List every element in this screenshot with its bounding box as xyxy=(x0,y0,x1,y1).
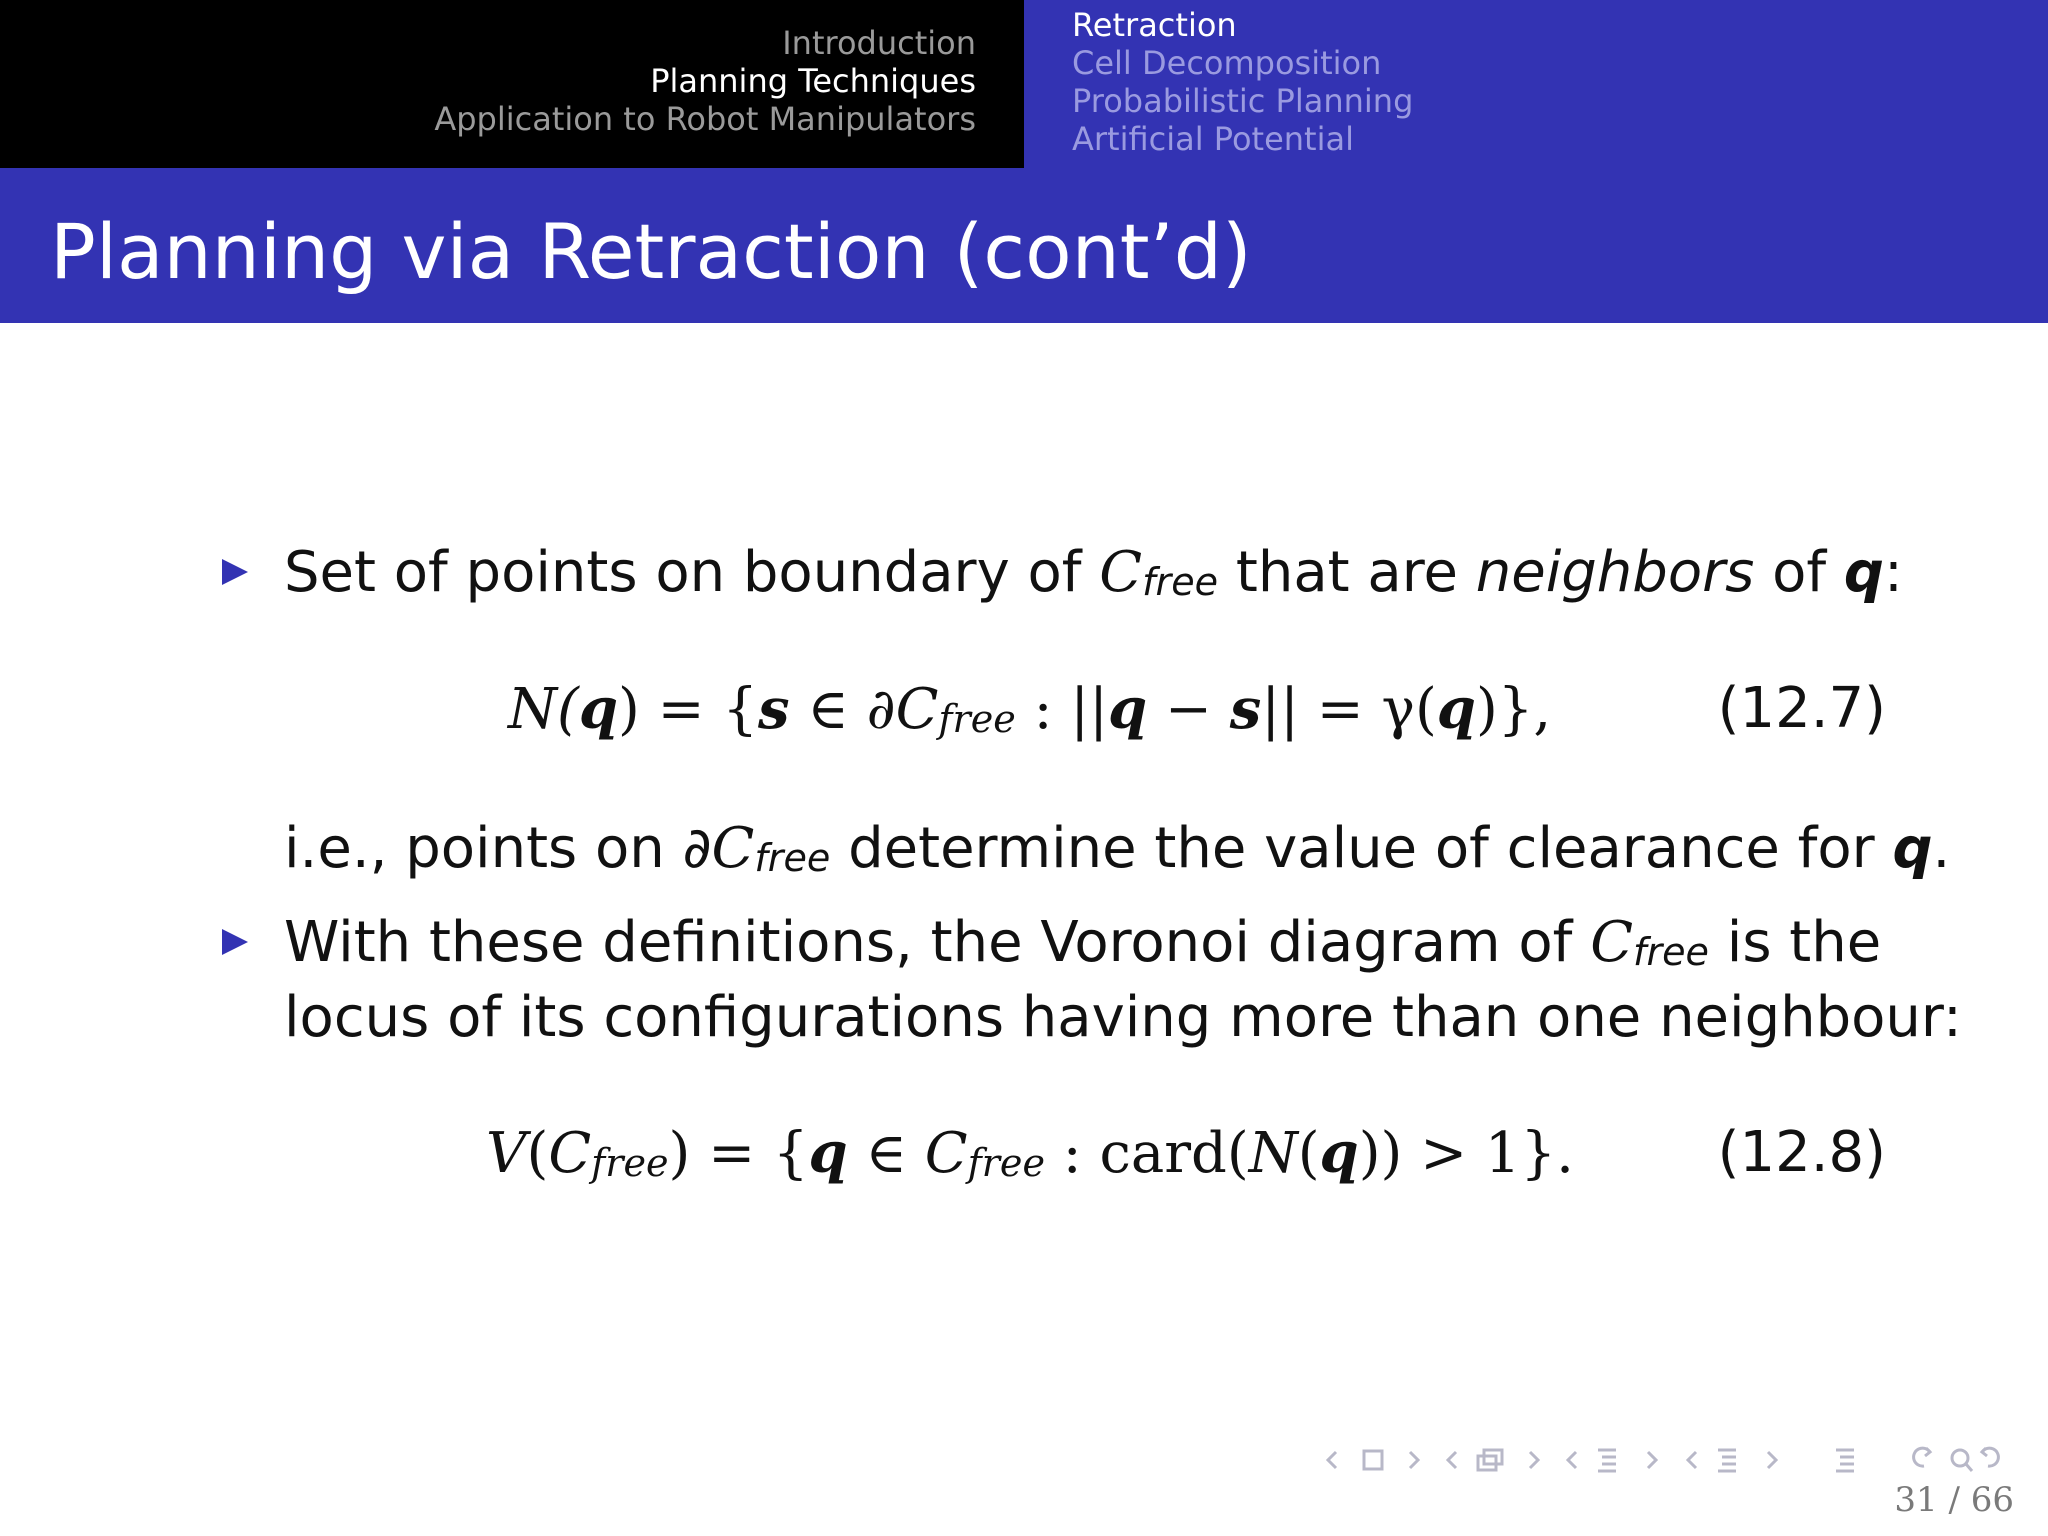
bullet-2-line-2: locus of its configurations having more than one neighbour: xyxy=(284,985,1962,1050)
math-symbol: C xyxy=(1099,540,1143,605)
math-run: )}, xyxy=(1475,677,1552,742)
text-run: determine the value of clearance for xyxy=(830,816,1893,881)
equation-number-12-7: (12.7) xyxy=(1717,676,1886,741)
math-vector: q xyxy=(808,1120,848,1186)
math-symbol: V xyxy=(486,1121,527,1186)
subsection-navigation-icon[interactable] xyxy=(1448,1450,1538,1470)
math-run: || = γ( xyxy=(1261,677,1437,742)
bullet-triangle-icon xyxy=(220,557,250,587)
nav-section-planning-techniques[interactable]: Planning Techniques xyxy=(650,62,976,100)
frame-navigation-icon[interactable] xyxy=(1328,1451,1418,1469)
math-subscript: free xyxy=(591,1141,669,1185)
clearance-note xyxy=(284,817,1950,881)
text-run: : xyxy=(1883,540,1903,605)
nav-section-application[interactable]: Application to Robot Manipulators xyxy=(434,100,976,138)
math-symbol: C xyxy=(924,1121,968,1186)
equation-12-8 xyxy=(486,1121,1574,1186)
math-vector: q xyxy=(1843,540,1884,605)
math-subscript: free xyxy=(967,1141,1045,1185)
math-subscript: free xyxy=(1633,930,1709,974)
page-number: 31 / 66 xyxy=(1894,1480,2014,1520)
math-vector: q xyxy=(1436,676,1476,742)
math-run: )) > 1}. xyxy=(1358,1121,1574,1186)
equation-12-7 xyxy=(508,677,1551,742)
math-symbol: C xyxy=(1590,910,1634,975)
math-run: ( xyxy=(1297,1121,1320,1186)
math-vector: s xyxy=(1229,676,1262,742)
math-run: : || xyxy=(1015,677,1108,742)
text-run: With these definitions, the Voronoi diagram of xyxy=(284,910,1591,975)
nav-section-introduction[interactable]: Introduction xyxy=(782,24,976,62)
math-run: N( xyxy=(508,677,579,742)
slide-title: Planning via Retraction (cont’d) xyxy=(50,207,1252,296)
math-run: ) = { xyxy=(618,677,759,742)
math-vector: q xyxy=(1108,676,1148,742)
nav-subsection-probabilistic-planning[interactable]: Probabilistic Planning xyxy=(1072,82,1414,120)
document-navigation-icon[interactable] xyxy=(1688,1450,1776,1471)
subsection-navigation xyxy=(1024,0,2048,168)
math-vector: s xyxy=(758,676,790,742)
text-run: i.e., points on ∂ xyxy=(284,816,712,881)
text-run: Set of points on boundary of xyxy=(284,540,1100,605)
appendix-navigation-icon[interactable] xyxy=(1836,1450,1854,1471)
nav-subsection-cell-decomposition[interactable]: Cell Decomposition xyxy=(1072,44,1382,82)
emphasis-text: neighbors xyxy=(1475,540,1755,605)
math-run: N xyxy=(1248,1121,1298,1186)
section-navigation-icon[interactable] xyxy=(1568,1450,1656,1471)
math-subscript: free xyxy=(1142,560,1219,604)
equation-number-12-8: (12.8) xyxy=(1717,1120,1886,1185)
math-subscript: free xyxy=(754,836,831,880)
title-bar xyxy=(0,168,2048,323)
math-run: ) = { xyxy=(668,1121,809,1186)
nav-subsection-artificial-potential[interactable]: Artificial Potential xyxy=(1072,120,1354,158)
text-run: . xyxy=(1932,816,1951,881)
text-run: that are xyxy=(1218,540,1476,605)
math-subscript: free xyxy=(938,697,1016,741)
text-run: of xyxy=(1754,540,1844,605)
math-run: ∈ xyxy=(847,1121,925,1186)
bullet-2-line-1 xyxy=(284,911,1881,975)
math-vector: q xyxy=(1319,1120,1359,1186)
math-vector: q xyxy=(1892,816,1933,881)
bullet-triangle-icon xyxy=(220,927,250,957)
text-run: is the xyxy=(1708,910,1882,975)
math-symbol: C xyxy=(548,1121,592,1186)
section-navigation xyxy=(0,0,1024,168)
math-run: ( xyxy=(526,1121,549,1186)
nav-subsection-retraction[interactable]: Retraction xyxy=(1072,6,1237,44)
bullet-1-text xyxy=(284,541,1903,605)
beamer-navigation-bar xyxy=(1320,1440,2030,1480)
search-back-forward-icon[interactable] xyxy=(1914,1448,1999,1471)
math-symbol: C xyxy=(711,816,755,881)
math-symbol: C xyxy=(895,677,939,742)
math-run: − xyxy=(1147,677,1230,742)
math-run: ∈ ∂ xyxy=(789,677,896,742)
math-run: : card( xyxy=(1045,1121,1249,1186)
math-vector: q xyxy=(578,676,619,742)
